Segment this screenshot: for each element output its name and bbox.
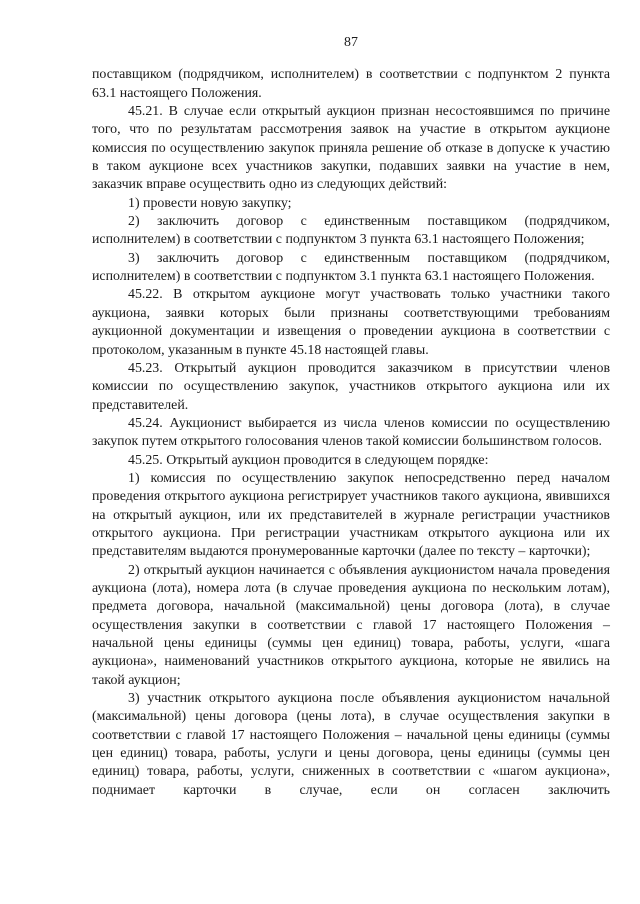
list-item-auction-start: 2) открытый аукцион начинается с объявления аукционистом начала проведения аукциона (лота), номера лота (в случае проведения аукциона по нескольким лотам), предмета договора, начальной (максимальной) цены договора (лота), в случае осуществления закупки в соответствии с главой 17 настоящего Положения – начальной цены единицы (суммы цен единиц) товара, работы, услуги, «шага аукциона», наименований участников открытого аукциона, которые не явились на такой аукцион; [92,562,610,688]
page-number: 87 [344,35,358,50]
paragraph-continuation: поставщиком (подрядчиком, исполнителем) в соответствии с подпунктом 2 пункта 63.1 настоящего Положения. [92,67,610,101]
list-item-registration: 1) комиссия по осуществлению закупок непосредственно перед началом проведения открытого аукциона регистрирует участников такого аукциона, явившихся на открытый аукцион, или их представителей в журнале регистрации участников открытого аукциона. При регистрации участникам открытого аукциона или их представителям выдаются пронумерованные карточки (далее по тексту – карточки); [92,470,610,560]
paragraph-45-22: 45.22. В открытом аукционе могут участвовать только участники такого аукциона, заявки которых были признаны соответствующими требованиям аукционной документации и извещения о проведении аукциона в соответствии с протоколом, указанным в пункте 45.18 настоящей главы. [92,287,610,358]
list-item-contract-3: 2) заключить договор с единственным поставщиком (подрядчиком, исполнителем) в соответствии с подпунктом 3 пункта 63.1 настоящего Положения; [92,214,610,248]
paragraph-45-21: 45.21. В случае если открытый аукцион признан несостоявшимся по причине того, что по результатам рассмотрения заявок на участие в открытом аукционе комиссия по осуществлению закупок приняла решение об отказе в допуске к участию в таком аукционе всех участников закупки, подавших заявки на участие в нем, заказчик вправе осуществить одно из следующих действий: [92,104,610,193]
paragraph-45-24: 45.24. Аукционист выбирается из числа членов комиссии по осуществлению закупок путем открытого голосования членов такой комиссии большинством голосов. [92,415,610,450]
list-item-new-procurement: 1) провести новую закупку; [128,195,292,211]
paragraph-45-25: 45.25. Открытый аукцион проводится в следующем порядке: [128,452,489,468]
list-item-raise-card: 3) участник открытого аукциона после объявления аукционистом начальной (максимальной) цены договора (цены лота), в случае осуществления закупки в соответствии с главой 17 настоящего Положения – начальной цены единицы (суммы цен единиц) товара, работы, услуги и цены договора, цены единицы (суммы цен единиц) товара, работы, услуги, сниженных в соответствии с «шагом аукциона», поднимает карточки в случае, если он согласен заключить [92,691,610,798]
document-page [92,34,610,800]
paragraph-45-23: 45.23. Открытый аукцион проводится заказчиком в присутствии членов комиссии по осуществлению закупок, участников открытого аукциона или их представителей. [92,360,610,413]
list-item-contract-3-1: 3) заключить договор с единственным поставщиком (подрядчиком, исполнителем) в соответствии с подпунктом 3.1 пункта 63.1 настоящего Положения. [92,250,610,285]
